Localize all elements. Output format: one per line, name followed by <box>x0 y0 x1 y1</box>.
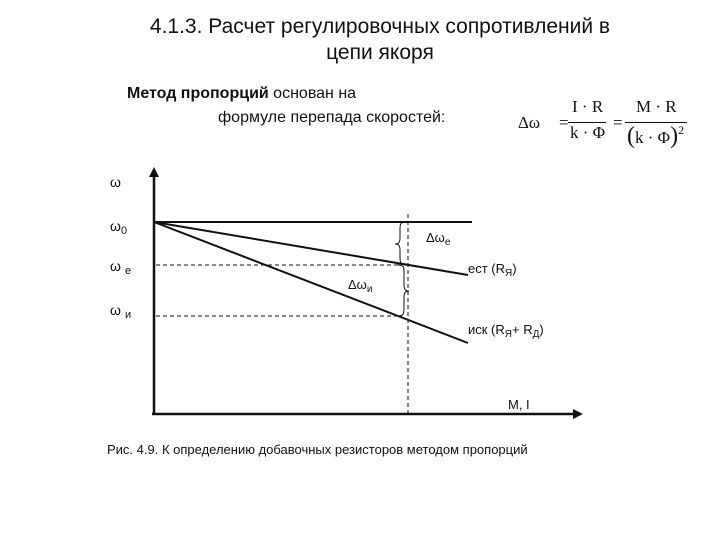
y-axis-label: ω <box>110 174 121 190</box>
delta-i-brace <box>398 265 409 316</box>
line-i-mid: + R <box>512 322 533 337</box>
line-i-subscript-1: Я <box>504 329 513 340</box>
omega-e-subscript: е <box>124 265 132 277</box>
omega0-subscript: 0 <box>120 225 128 237</box>
omega0-symbol: ω <box>110 218 121 234</box>
formula-equals-1: = <box>559 113 569 132</box>
artificial-characteristic-label <box>468 322 544 340</box>
omega0-label <box>110 218 127 237</box>
delta-i-label <box>348 277 372 295</box>
line-e-suffix: ) <box>512 261 517 276</box>
line-e-subscript: Я <box>505 268 513 279</box>
delta-e-brace <box>395 222 407 265</box>
den2-body: k · Φ <box>635 128 671 147</box>
natural-characteristic <box>154 222 468 275</box>
formula-equals-2: = <box>613 113 623 132</box>
delta-e-symbol: Δω <box>426 230 445 245</box>
paren-open: ( <box>627 123 635 149</box>
den2-exponent: 2 <box>678 123 685 137</box>
lead-rest: основан на <box>268 85 357 102</box>
formula-numerator-1: I · R <box>572 97 604 116</box>
line-e-prefix: ест (R <box>468 261 506 276</box>
paren-close: ) <box>670 123 679 149</box>
formula-numerator-2: M · R <box>636 97 677 116</box>
natural-characteristic-label <box>468 261 517 279</box>
formula-lhs: Δω <box>518 113 541 132</box>
x-axis-label: M, I <box>508 397 530 412</box>
title-line-2: цепи якоря <box>326 41 434 64</box>
formula-denominator-1: k · Φ <box>570 123 606 142</box>
omega-i-label <box>110 302 131 321</box>
omega-e-symbol: ω <box>110 258 121 274</box>
line-i-subscript-2: Д <box>532 329 540 340</box>
delta-i-subscript: и <box>366 284 373 295</box>
line-i-prefix: иск (R <box>468 322 505 337</box>
lead-bold: Метод пропорций <box>127 85 269 102</box>
omega-e-label <box>110 258 131 277</box>
lead-text-line-2: формуле перепада скоростей: <box>218 109 446 126</box>
artificial-characteristic <box>154 222 468 343</box>
delta-e-subscript: е <box>444 237 451 248</box>
title-line-1: 4.1.3. Расчет регулировочных сопротивлений в <box>149 15 611 38</box>
line-i-suffix: ) <box>539 322 544 337</box>
figure-caption: Рис. 4.9. К определению добавочных резисторов методом пропорций <box>107 442 528 457</box>
omega-i-subscript: и <box>124 309 132 321</box>
delta-i-symbol: Δω <box>348 277 367 292</box>
delta-e-label <box>426 230 451 248</box>
omega-i-symbol: ω <box>110 302 121 318</box>
